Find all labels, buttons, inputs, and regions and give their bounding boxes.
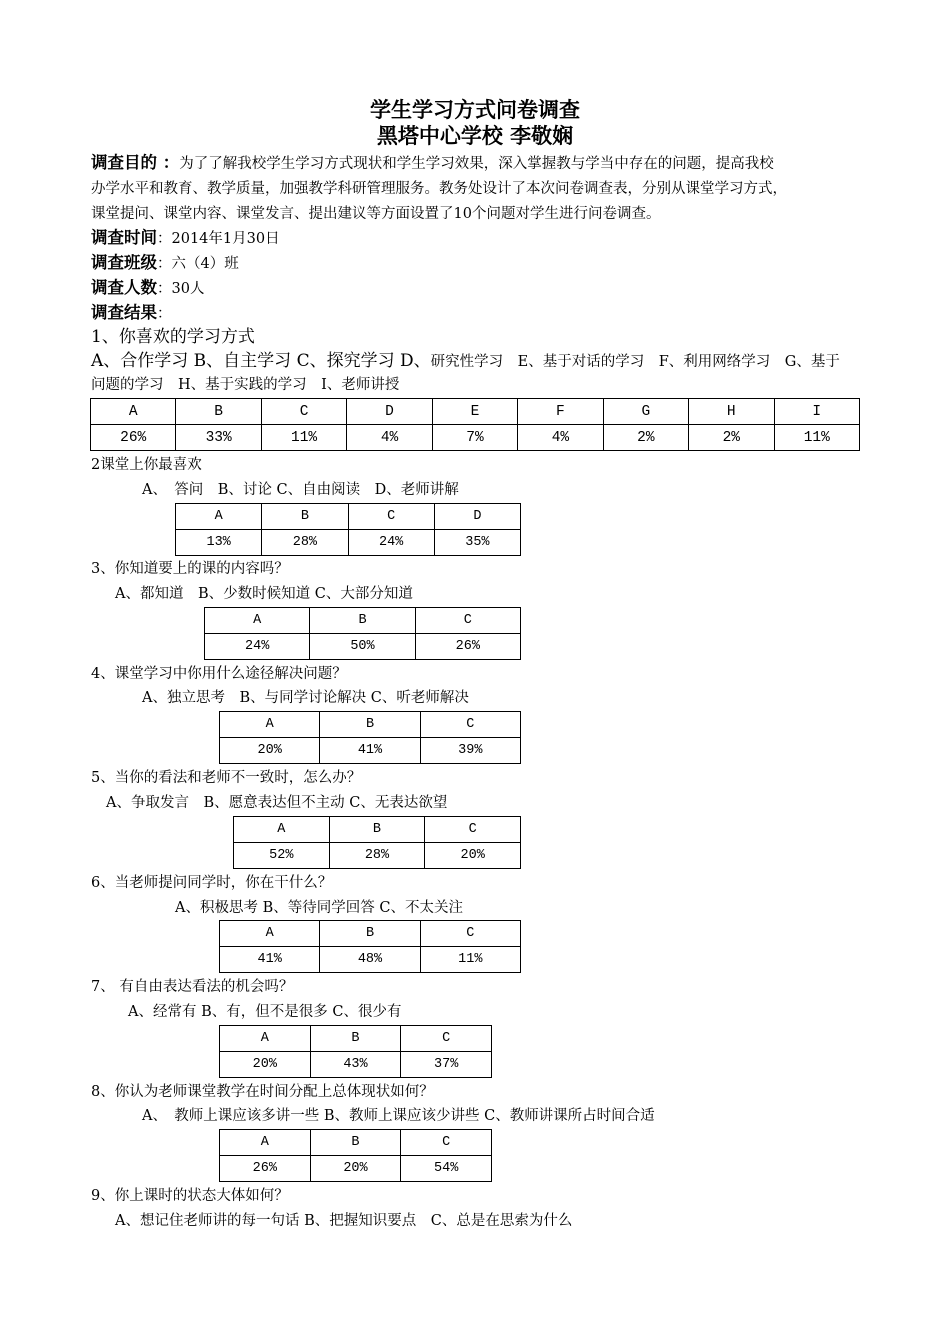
value-cell: 24% (205, 634, 310, 660)
table-value-row (220, 947, 521, 973)
value-cell: 28% (329, 843, 425, 869)
header-cell: A (176, 504, 262, 530)
count-value: ：30人 (157, 281, 205, 297)
value-cell: 20% (425, 843, 521, 869)
question-3-table (204, 607, 521, 660)
value-cell: 28% (262, 530, 348, 556)
header-cell: B (320, 712, 420, 738)
header-cell: B (329, 817, 425, 843)
header-cell: E (432, 399, 517, 425)
value-cell: 33% (176, 425, 261, 451)
survey-purpose (91, 150, 867, 227)
header-cell: H (689, 399, 774, 425)
value-cell: 26% (220, 1156, 311, 1182)
value-cell: 39% (420, 738, 520, 764)
question-3-options: A、都知道 B、少数时候知道 C、大部分知道 (115, 586, 413, 602)
table-value-row (234, 843, 521, 869)
value-cell: 52% (234, 843, 330, 869)
result-label: 调查结果 (91, 303, 157, 322)
table-value-row (91, 425, 860, 451)
table-header-row (91, 399, 860, 425)
header-cell: D (434, 504, 520, 530)
table-value-row (220, 738, 521, 764)
survey-time (91, 226, 280, 251)
value-cell: 20% (220, 1052, 311, 1078)
table-header-row (220, 712, 521, 738)
value-cell: 7% (432, 425, 517, 451)
header-cell: C (401, 1130, 492, 1156)
header-cell: B (320, 921, 420, 947)
value-cell: 4% (518, 425, 603, 451)
value-cell: 54% (401, 1156, 492, 1182)
value-cell: 37% (401, 1052, 492, 1078)
question-6-table (219, 920, 521, 973)
question-5-table (233, 816, 521, 869)
header-cell: I (774, 399, 860, 425)
document-subtitle: 黑塔中心学校 李敬娴 (376, 124, 574, 148)
question-1-options: A、合作学习 B、自主学习 C、探究学习 D、研究性学习 E、基于对话的学习 F、利用网络学习 G、基于 (91, 351, 840, 371)
header-cell: B (310, 1026, 401, 1052)
question-2-table (175, 503, 521, 556)
value-cell: 20% (220, 738, 320, 764)
question-4-options: A、独立思考 B、与同学讨论解决 C、听老师解决 (142, 690, 469, 706)
question-2-options: A、 答问 B、讨论 C、自由阅读 D、老师讲解 (142, 482, 459, 498)
question-3: 3、你知道要上的课的内容吗？ (91, 561, 289, 577)
class-label: 调查班级 (91, 253, 157, 272)
header-cell: C (420, 921, 520, 947)
header-cell: B (310, 608, 415, 634)
table-header-row (234, 817, 521, 843)
survey-class (91, 251, 239, 276)
header-cell: C (420, 712, 520, 738)
question-1-table (90, 398, 860, 451)
table-value-row (220, 1156, 492, 1182)
header-cell: A (234, 817, 330, 843)
question-5: 5、当你的看法和老师不一致时，怎么办？ (91, 770, 362, 786)
value-cell: 43% (310, 1052, 401, 1078)
survey-results-heading: 调查结果： (91, 303, 172, 322)
header-cell: C (348, 504, 434, 530)
header-cell: A (220, 1026, 311, 1052)
value-cell: 41% (220, 947, 320, 973)
value-cell: 48% (320, 947, 420, 973)
header-cell: D (347, 399, 432, 425)
value-cell: 11% (774, 425, 860, 451)
class-value: ：六（4）班 (157, 256, 239, 272)
value-cell: 24% (348, 530, 434, 556)
table-value-row (220, 1052, 492, 1078)
value-cell: 4% (347, 425, 432, 451)
question-4-table (219, 711, 521, 764)
question-6: 6、当老师提问同学时，你在干什么？ (91, 875, 333, 891)
header-cell: G (603, 399, 688, 425)
question-8: 8、你认为老师课堂教学在时间分配上总体现状如何？ (91, 1084, 434, 1100)
header-cell: C (261, 399, 346, 425)
header-cell: C (415, 608, 520, 634)
header-cell: A (91, 399, 176, 425)
value-cell: 26% (91, 425, 176, 451)
survey-count (91, 276, 204, 301)
purpose-text-2: 办学水平和教育、教学质量，加强教学科研管理服务。教务处设计了本次问卷调查表，分别从课堂学习方式， (91, 181, 787, 197)
value-cell: 20% (310, 1156, 401, 1182)
table-header-row (176, 504, 521, 530)
purpose-text-3: 课堂提问、课堂内容、课堂发言、提出建议等方面设置了10个问题对学生进行问卷调查。 (91, 206, 661, 222)
header-cell: A (220, 1130, 311, 1156)
question-9: 9、你上课时的状态大体如何？ (91, 1188, 289, 1204)
question-1: 1、你喜欢的学习方式 (91, 327, 255, 347)
document-title: 学生学习方式问卷调查 (370, 98, 580, 122)
time-value: ：2014年1月30日 (157, 231, 280, 247)
question-8-table (219, 1129, 492, 1182)
value-cell: 2% (689, 425, 774, 451)
table-header-row (220, 1026, 492, 1052)
header-cell: C (401, 1026, 492, 1052)
header-cell: B (176, 399, 261, 425)
table-value-row (205, 634, 521, 660)
header-cell: A (220, 921, 320, 947)
time-label: 调查时间 (91, 228, 157, 247)
question-9-options: A、想记住老师讲的每一句话 B、把握知识要点 C、总是在思索为什么 (115, 1213, 573, 1229)
header-cell: B (310, 1130, 401, 1156)
question-1-options-line2: 问题的学习 H、基于实践的学习 I、老师讲授 (91, 377, 400, 393)
value-cell: 2% (603, 425, 688, 451)
question-4: 4、课堂学习中你用什么途径解决问题？ (91, 666, 347, 682)
purpose-label: 调查目的 ： (91, 153, 180, 172)
value-cell: 11% (261, 425, 346, 451)
question-2: 2课堂上你最喜欢 (91, 457, 202, 473)
header-cell: F (518, 399, 603, 425)
header-cell: C (425, 817, 521, 843)
question-7: 7、 有自由表达看法的机会吗？ (91, 979, 294, 995)
value-cell: 50% (310, 634, 415, 660)
question-5-options: A、争取发言 B、愿意表达但不主动 C、无表达欲望 (106, 795, 448, 811)
header-cell: A (220, 712, 320, 738)
header-cell: B (262, 504, 348, 530)
value-cell: 11% (420, 947, 520, 973)
table-value-row (176, 530, 521, 556)
value-cell: 13% (176, 530, 262, 556)
count-label: 调查人数 (91, 278, 157, 297)
header-cell: A (205, 608, 310, 634)
question-7-table (219, 1025, 492, 1078)
question-8-options: A、 教师上课应该多讲一些 B、教师上课应该少讲些 C、教师讲课所占时间合适 (142, 1108, 655, 1124)
table-header-row (220, 1130, 492, 1156)
value-cell: 41% (320, 738, 420, 764)
table-header-row (220, 921, 521, 947)
table-header-row (205, 608, 521, 634)
question-7-options: A、经常有 B、有，但不是很多 C、很少有 (128, 1004, 402, 1020)
value-cell: 35% (434, 530, 520, 556)
value-cell: 26% (415, 634, 520, 660)
purpose-text-1: 为了了解我校学生学习方式现状和学生学习效果，深入掌握教与学当中存在的问题，提高我校 (179, 156, 774, 172)
question-6-options: A、积极思考 B、等待同学回答 C、不太关注 (175, 900, 463, 916)
